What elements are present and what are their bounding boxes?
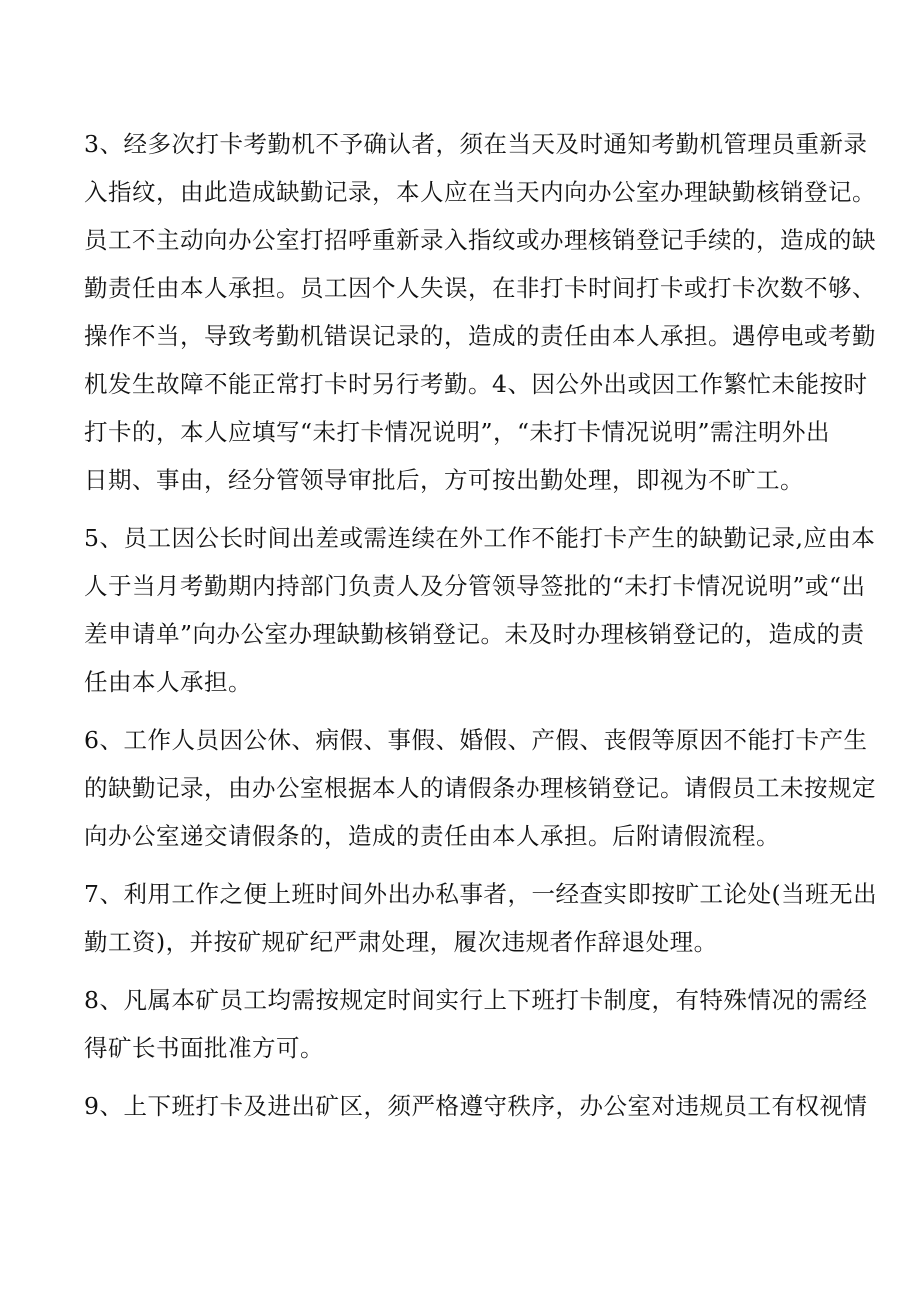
- text-line: 6、工作人员因公休、病假、事假、婚假、产假、丧假等原因不能打卡产生: [84, 726, 868, 754]
- text-line: 9、上下班打卡及进出矿区，须严格遵守秩序，办公室对违规员工有权视情: [84, 1092, 868, 1120]
- text-line: 得矿长书面批准方可。: [84, 1034, 324, 1062]
- text-line: 机发生故障不能正常打卡时另行考勤。4、因公外出或因工作繁忙未能按时: [84, 370, 868, 398]
- document-body: [84, 120, 878, 1130]
- text-line: 勤工资)，并按矿规矿纪严肃处理，履次违规者作辞退处理。: [84, 928, 718, 956]
- text-line: 操作不当，导致考勤机错误记录的，造成的责任由本人承担。遇停电或考勤: [84, 322, 876, 350]
- text-line: 入指纹，由此造成缺勤记录，本人应在当天内向办公室办理缺勤核销登记。: [84, 178, 876, 206]
- paragraph-item-9: [84, 1082, 868, 1130]
- text-line: 的缺勤记录，由办公室根据本人的请假条办理核销登记。请假员工未按规定: [84, 774, 876, 802]
- text-line: 员工不主动向办公室打招呼重新录入指纹或办理核销登记手续的，造成的缺: [84, 226, 876, 254]
- paragraph-item-8: [84, 976, 868, 1072]
- text-line: 打卡的，本人应填写“未打卡情况说明”，“未打卡情况说明”需注明外出: [84, 418, 831, 446]
- text-line: 差申请单”向办公室办理缺勤核销登记。未及时办理核销登记的，造成的责: [84, 620, 865, 648]
- text-line: 勤责任由本人承担。员工因个人失误，在非打卡时间打卡或打卡次数不够、: [84, 274, 876, 302]
- text-line: 3、经多次打卡考勤机不予确认者，须在当天及时通知考勤机管理员重新录: [84, 130, 868, 158]
- paragraph-item-3-4: [84, 120, 876, 504]
- paragraph-item-6: [84, 716, 876, 860]
- text-line: 7、利用工作之便上班时间外出办私事者，一经查实即按旷工论处(当班无出: [84, 880, 878, 908]
- text-line: 5、员工因公长时间出差或需连续在外工作不能打卡产生的缺勤记录,应由本: [84, 524, 876, 552]
- text-line: 人于当月考勤期内持部门负责人及分管领导签批的“未打卡情况说明”或“出: [84, 572, 866, 600]
- text-line: 向办公室递交请假条的，造成的责任由本人承担。后附请假流程。: [84, 822, 780, 850]
- text-line: 8、凡属本矿员工均需按规定时间实行上下班打卡制度，有特殊情况的需经: [84, 986, 868, 1014]
- text-line: 任由本人承担。: [84, 668, 252, 696]
- paragraph-item-7: [84, 870, 878, 966]
- paragraph-item-5: [84, 514, 876, 706]
- text-line: 日期、事由，经分管领导审批后，方可按出勤处理，即视为不旷工。: [84, 466, 804, 494]
